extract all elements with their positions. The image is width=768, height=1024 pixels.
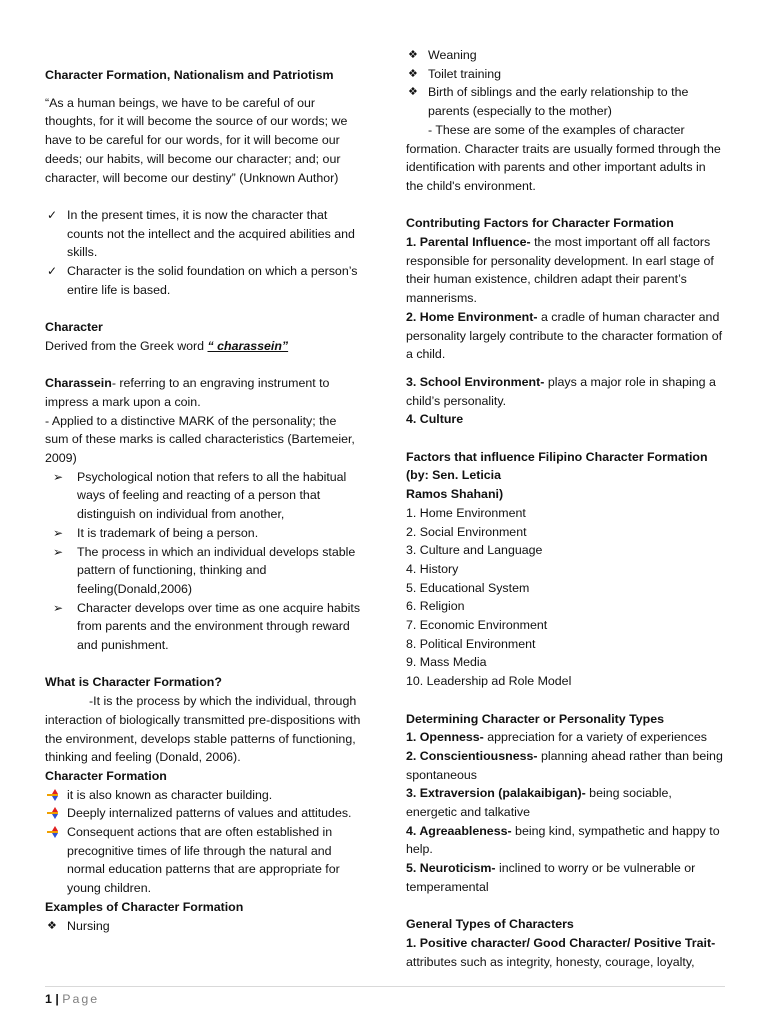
general-types-heading: General Types of Characters bbox=[406, 917, 574, 932]
diamond-bullet-icon: ❖ bbox=[408, 49, 418, 61]
colored-star-icon bbox=[47, 823, 63, 842]
arrow-bullet-icon: ➢ bbox=[53, 525, 64, 540]
greek-word: “ charassein” bbox=[207, 338, 289, 353]
list-item: 8. Political Environment bbox=[406, 636, 536, 651]
right-column bbox=[406, 45, 726, 971]
footer-separator: | bbox=[51, 992, 63, 1006]
type-item: 2. Conscientiousness- planning ahead rather than being spontaneous bbox=[406, 748, 723, 782]
colored-star-icon bbox=[47, 804, 63, 823]
list-item: ➢ Psychological notion that refers to all the habitual ways of feeling and reacting of a person that distinguish on individual from another, bbox=[53, 469, 347, 522]
list-item: ❖ Nursing bbox=[45, 917, 363, 936]
list-item: 4. History bbox=[406, 561, 459, 576]
what-text: -It is the process by which the individual, through interaction of biologically transmitted pre-dispositions with the environment, develops stable patterns of functioning, thinking and feeling (Donald, 2006). bbox=[45, 694, 361, 765]
filipino-heading-line1: Factors that influence Filipino Character Formation (by: Sen. Leticia bbox=[406, 449, 708, 483]
page-footer bbox=[45, 986, 725, 1009]
type-item: 4. Agreaableness- being kind, sympathetic and happy to help. bbox=[406, 823, 720, 857]
contributing-item: 1. Parental Influence- the most important off all factors responsible for personality development. In earl stage of their human existence, children adapt their parent’s mannerisms. bbox=[406, 235, 714, 306]
type-item: 3. Extraversion (palakaibigan)- being sociable, energetic and talkative bbox=[406, 786, 672, 820]
check-list bbox=[45, 206, 363, 300]
colored-star-icon bbox=[47, 786, 63, 805]
type-item: 1. Openness- appreciation for a variety of experiences bbox=[406, 730, 707, 745]
list-item: Consequent actions that are often established in precognitive times of life through the natural and normal education patterns that are appropriate for young children. bbox=[45, 823, 363, 898]
examples-list-left bbox=[45, 917, 363, 936]
arrow-bullet-icon: ➢ bbox=[53, 469, 64, 484]
examples-heading: Examples of Character Formation bbox=[45, 899, 244, 914]
checkmark-icon: ✓ bbox=[47, 264, 58, 279]
type-item: 5. Neuroticism- inclined to worry or be vulnerable or temperamental bbox=[406, 861, 696, 894]
applied-text: - Applied to a distinctive MARK of the personality; the sum of these marks is called characteristics (Bartemeier, 2009) bbox=[45, 413, 355, 466]
opening-quote: “As a human beings, we have to be careful of our thoughts, for it will become the source of our words; we have to be careful for our words, for it will become our deeds; our habits, will become our character; and; our character, will become our destiny” (Unknown Author) bbox=[45, 95, 348, 185]
checkmark-icon: ✓ bbox=[47, 207, 58, 222]
list-item: 1. Home Environment bbox=[406, 505, 526, 520]
list-item: ❖ Toilet training bbox=[406, 65, 726, 84]
contributing-heading: Contributing Factors for Character Formation bbox=[406, 216, 674, 231]
list-item: ✓ Character is the solid foundation on which a person’s entire life is based. bbox=[47, 264, 358, 297]
list-item: ❖ Weaning bbox=[406, 46, 726, 65]
character-formation-heading: Character Formation bbox=[45, 768, 167, 783]
examples-list-right bbox=[406, 46, 726, 121]
list-item: ➢ The process in which an individual develops stable pattern of functioning, thinking and feeling(Donald,2006) bbox=[53, 544, 356, 596]
document-title: Character Formation, Nationalism and Patriotism bbox=[45, 68, 334, 82]
left-column bbox=[45, 45, 363, 935]
list-item: 7. Economic Environment bbox=[406, 618, 548, 633]
list-item: 5. Educational System bbox=[406, 580, 530, 595]
flag-list bbox=[45, 786, 363, 898]
list-item: 10. Leadership ad Role Model bbox=[406, 674, 572, 689]
types-heading: Determining Character or Personality Types bbox=[406, 711, 664, 726]
list-item: 9. Mass Media bbox=[406, 655, 487, 670]
list-item: it is also known as character building. bbox=[45, 786, 363, 805]
list-item: ❖ Birth of siblings and the early relationship to the parents (especially to the mother) bbox=[408, 85, 689, 119]
page-number: 1 bbox=[45, 992, 52, 1006]
contributing-item: 4. Culture bbox=[406, 412, 464, 427]
arrow-list bbox=[45, 468, 363, 655]
list-item: ➢ Character develops over time as one acquire habits from parents and the environment through reward and punishment. bbox=[53, 600, 361, 653]
general-type-term: 1. Positive character/ Good Character/ Positive Trait- bbox=[406, 935, 716, 950]
character-heading: Character bbox=[45, 320, 103, 335]
arrow-bullet-icon: ➢ bbox=[53, 600, 64, 615]
filipino-heading-line2: Ramos Shahani) bbox=[406, 487, 504, 502]
contributing-item: 3. School Environment- plays a major role in shaping a child’s personality. bbox=[406, 374, 716, 408]
list-item: 2. Social Environment bbox=[406, 524, 527, 539]
page-label: Page bbox=[62, 992, 100, 1006]
contributing-item: 2. Home Environment- a cradle of human character and personality largely contribute to the character formation of a child. bbox=[406, 309, 723, 362]
examples-note-rest: formation. Character traits are usually formed through the identification with parents and other important adults in the child's environment. bbox=[406, 141, 721, 193]
arrow-bullet-icon: ➢ bbox=[53, 544, 64, 559]
list-item: Deeply internalized patterns of values and attitudes. bbox=[45, 804, 363, 823]
diamond-bullet-icon: ❖ bbox=[408, 67, 418, 80]
charassein-definition: Charassein- referring to an engraving instrument to impress a mark upon a coin. bbox=[45, 376, 330, 409]
examples-note-first: - These are some of the examples of character bbox=[428, 122, 685, 137]
list-item: 3. Culture and Language bbox=[406, 543, 543, 558]
list-item: ✓ In the present times, it is now the character that counts not the intellect and the acquired abilities and skills. bbox=[47, 207, 355, 260]
diamond-bullet-icon: ❖ bbox=[408, 86, 418, 99]
general-type-text: attributes such as integrity, honesty, courage, loyalty, bbox=[406, 954, 695, 969]
diamond-bullet-icon: ❖ bbox=[47, 919, 57, 932]
list-item: 6. Religion bbox=[406, 599, 465, 614]
derived-line: Derived from the Greek word “ charassein” bbox=[45, 338, 289, 353]
what-heading: What is Character Formation? bbox=[45, 675, 222, 690]
list-item: ➢ It is trademark of being a person. bbox=[45, 524, 363, 543]
